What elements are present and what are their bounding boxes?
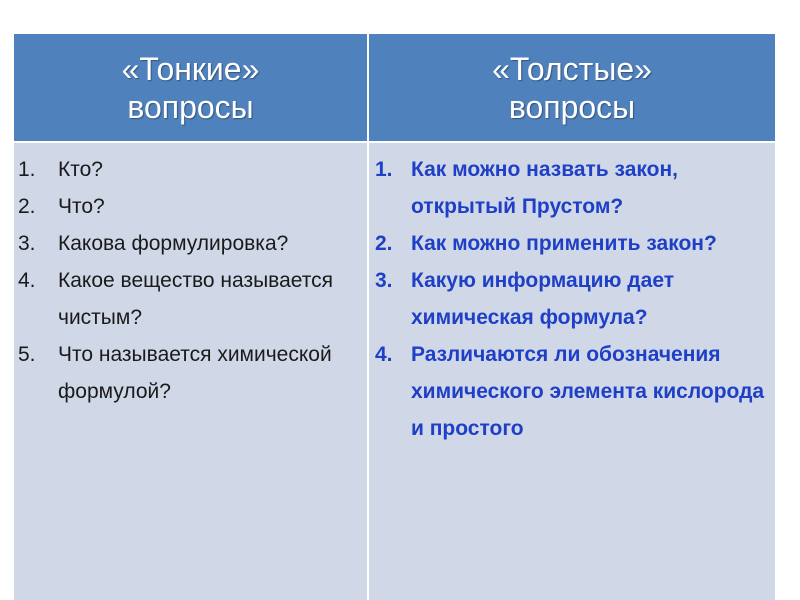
list-number: 1. [18,158,36,181]
list-number: 3. [18,232,36,255]
list-item [14,188,367,225]
list-text: Как можно назвать закон, открытый Прустом? [411,158,678,218]
list-number: 2. [18,195,36,218]
list-text: Какую информацию дает химическая формула? [411,269,675,329]
table-body-row [14,142,775,600]
list-text: Кто? [58,158,103,181]
thin-questions-cell [14,142,368,600]
list-number: 3. [375,269,393,292]
header-thick-line2: вопросы [508,88,636,125]
list-item [369,262,775,336]
header-thin-questions [14,34,368,142]
list-number: 1. [375,158,393,181]
list-number: 4. [18,269,36,292]
list-item [14,262,367,336]
list-text: Как можно применить закон? [411,232,717,255]
list-text: Какое вещество называется чистым? [58,269,333,329]
list-item [369,151,775,225]
list-item [14,336,367,410]
list-item [14,225,367,262]
questions-table [14,34,775,600]
thick-questions-cell [368,142,775,600]
header-thin-line1: «Тонкие» [121,50,260,87]
thick-questions-list [369,143,775,447]
list-text: Что? [58,195,105,218]
header-thick-line1: «Толстые» [492,50,652,87]
list-number: 4. [375,343,393,366]
header-thick-questions [368,34,775,142]
list-text: Какова формулировка? [58,232,289,255]
list-number: 2. [375,232,393,255]
thin-questions-list [14,143,367,410]
list-item [14,151,367,188]
list-text: Что называется химической формулой? [58,343,332,403]
header-thin-line2: вопросы [127,88,254,125]
list-number: 5. [18,343,36,366]
list-item [369,336,775,447]
list-text: Различаются ли обозначения химического элемента кислорода и простого [411,343,765,440]
table-header-row [14,34,775,142]
list-item [369,225,775,262]
